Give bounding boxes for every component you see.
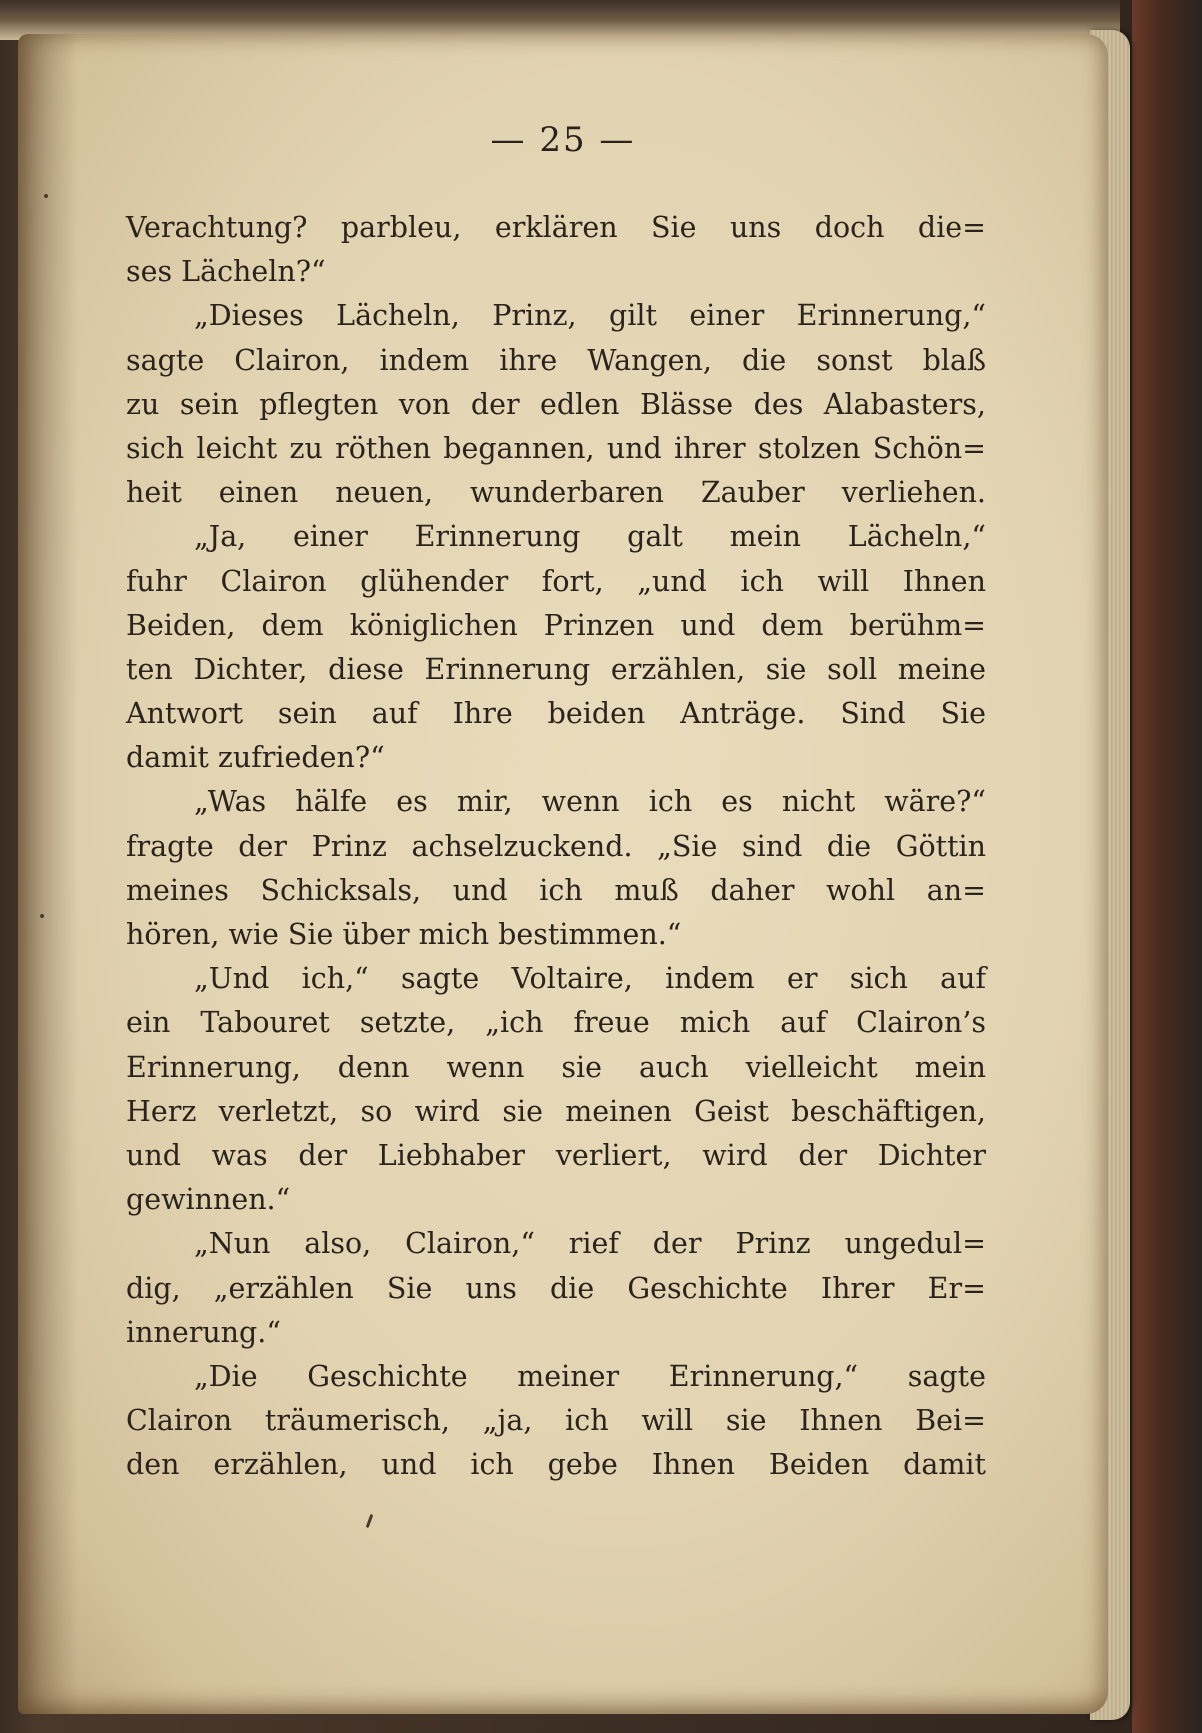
text-line: zu sein pflegten von der edlen Blässe des Alabasters,: [126, 387, 986, 421]
book-page: [18, 34, 1108, 1714]
text-line: Herz verletzt, so wird sie meinen Geist beschäftigen,: [126, 1094, 986, 1128]
text-line: sich leicht zu röthen begannen, und ihrer stolzen Schön=: [126, 431, 986, 465]
text-line: ses Lächeln?“: [126, 255, 326, 289]
text-line: „Nun also, Clairon,“ rief der Prinz ungedul=: [194, 1227, 986, 1261]
text-line: innerung.“: [126, 1315, 281, 1349]
text-line: Antwort sein auf Ihre beiden Anträge. Sind Sie: [126, 697, 986, 731]
text-line: „Ja, einer Erinnerung galt mein Lächeln,“: [194, 520, 986, 554]
text-line: „Die Geschichte meiner Erinnerung,“ sagte: [194, 1359, 986, 1393]
text-line: „Was hälfe es mir, wenn ich es nicht wäre?“: [194, 785, 986, 819]
paper-speck: [44, 194, 48, 198]
text-line: Erinnerung, denn wenn sie auch vielleicht mein: [126, 1050, 986, 1084]
text-line: „Und ich,“ sagte Voltaire, indem er sich auf: [194, 962, 986, 996]
text-line: heit einen neuen, wunderbaren Zauber verliehen.: [126, 476, 986, 510]
text-line: ein Tabouret setzte, „ich freue mich auf Clairon’s: [126, 1006, 986, 1040]
gutter-shadow: [18, 34, 78, 1714]
text-line: ten Dichter, diese Erinnerung erzählen, sie soll meine: [126, 652, 986, 686]
text-line: hören, wie Sie über mich bestimmen.“: [126, 918, 682, 951]
text-line: den erzählen, und ich gebe Ihnen Beiden damit: [126, 1448, 986, 1482]
text-line: „Dieses Lächeln, Prinz, gilt einer Erinnerung,“: [194, 299, 986, 333]
book-cover-edge: [1132, 0, 1202, 1733]
text-line: Beiden, dem königlichen Prinzen und dem berühm=: [126, 608, 986, 642]
page-number: — 25 —: [490, 120, 636, 160]
text-line: Verachtung? parbleu, erklären Sie uns doch die=: [126, 211, 986, 244]
text-line: damit zufrieden?“: [126, 741, 385, 775]
text-line: Clairon träumerisch, „ja, ich will sie Ihnen Bei=: [126, 1404, 986, 1438]
text-line: fragte der Prinz achselzuckend. „Sie sind die Göttin: [126, 829, 986, 863]
paper-speck: [40, 914, 44, 918]
text-line: sagte Clairon, indem ihre Wangen, die sonst blaß: [126, 343, 986, 377]
text-line: und was der Liebhaber verliert, wird der Dichter: [126, 1138, 986, 1172]
body-text: [126, 206, 986, 1487]
text-line: meines Schicksals, und ich muß daher wohl an=: [126, 873, 986, 907]
text-line: fuhr Clairon glühender fort, „und ich will Ihnen: [126, 564, 986, 598]
text-line: gewinnen.“: [126, 1183, 291, 1217]
text-line: dig, „erzählen Sie uns die Geschichte Ihrer Er=: [126, 1271, 986, 1305]
paper-speck: [366, 1514, 374, 1528]
